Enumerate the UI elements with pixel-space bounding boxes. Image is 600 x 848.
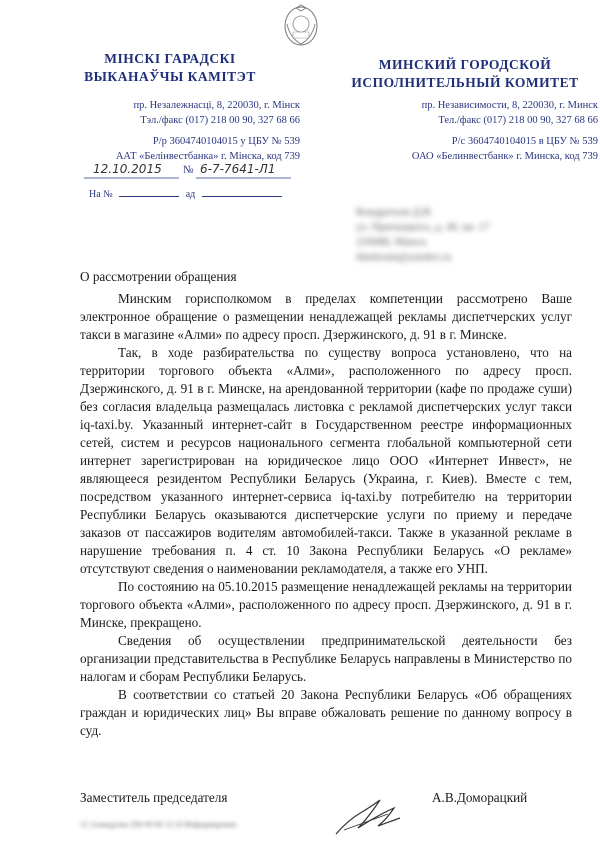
address-by: пр. Незалежнасці, 8, 220030, г. Мінск bbox=[133, 100, 300, 111]
org-name-by-line1: МІНСКІ ГАРАДСКІ bbox=[104, 51, 236, 66]
recipient-block bbox=[356, 205, 506, 265]
number-underline bbox=[196, 177, 291, 179]
letterhead-left bbox=[70, 50, 270, 86]
paragraph: По состоянию на 05.10.2015 размещение ненадлежащей рекламы на территории торгового объекта «Алми», расположенного по адресу просп. Дзержинского, д. 91 в г. Минске, прекращено. bbox=[80, 579, 572, 630]
recipient-line1: Кондратьев Д.В. bbox=[356, 206, 433, 218]
bank-ru: ОАО «Белинвестбанк» г. Минска, код 739 bbox=[411, 151, 598, 162]
registration-number: 6-7-7641-Л1 bbox=[200, 162, 276, 176]
paragraph: В соответствии со статьей 20 Закона Республики Беларусь «Об обращениях граждан и юридических лиц» Вы вправе обжаловать решение по данному вопросу в суд. bbox=[80, 687, 572, 738]
signature-name: А.В.Доморацкий bbox=[432, 790, 528, 805]
paragraph: Так, в ходе разбирательства по существу вопроса установлено, что на территории торгового объекта «Алми», расположенного по адресу просп. Дзержинского, д. 91 в г. Минске, на арендованной территории (кафе по продаже суши) без согласия владельца размещалась листовка с рекламой диспетчерских услуг такси iq-taxi.by. Указанный интернет-сайт в Государственном реестре информационных сетей, систем и ресурсов национального сегмента глобальной компьютерной сети интернет зарегистрирован на юридическое лицо ООО «Интернет Инвест», не являющееся резидентом Республики Беларусь (Украина, г. Киев). Вместе с тем, посредством указанного интернет-сервиса iq-taxi.by потребителю на территории Республики Беларусь оказываются диспетчерские услуги по приему и передаче заказов от пассажиров водителям автомобилей-такси. Также в указанной рекламе в нарушение требования п. 4 ст. 10 Закона Республики Беларусь «О рекламе» отсутствуют сведения о наименовании рекламодателя, а также его УНП. bbox=[80, 345, 572, 576]
signature-title: Заместитель председателя bbox=[80, 790, 228, 805]
recipient-line2: ул. Притыцкого, д. 40, кв. 17 bbox=[356, 221, 490, 233]
paragraph: Минским горисполкомом в пределах компетенции рассмотрено Ваше электронное обращение о размещении ненадлежащей рекламы диспетчерских услуг такси в магазине «Алми» по адресу просп. Дзержинского, д. 91 в г. Минске. bbox=[80, 291, 572, 342]
org-name-by-line2: ВЫКАНАЎЧЫ КАМІТЭТ bbox=[84, 69, 256, 84]
letterhead-left-details bbox=[40, 98, 300, 164]
na-label: На № bbox=[89, 189, 113, 200]
paragraph: Сведения об осуществлении предпринимательской деятельности без организации представительства в Республике Беларусь направлены в Министерство по налогам и сборам Республики Беларусь. bbox=[80, 633, 572, 684]
handwritten-signature bbox=[328, 790, 408, 840]
account-ru: Р/с 3604740104015 в ЦБУ № 539 bbox=[451, 136, 598, 147]
number-prefix: № bbox=[183, 164, 194, 176]
letter-subject: О рассмотрении обращения bbox=[80, 269, 237, 284]
ad-label: ад bbox=[185, 189, 196, 200]
address-ru: пр. Независимости, 8, 220030, г. Минск bbox=[421, 100, 598, 111]
bank-by: ААТ «Белінвестбанка» г. Мінска, код 739 bbox=[115, 151, 300, 162]
phone-ru: Тел./факс (017) 218 00 90, 327 68 66 bbox=[438, 115, 598, 126]
reference-line bbox=[89, 189, 282, 200]
recipient-line4: dmdream@yandex.ru bbox=[356, 251, 452, 263]
letterhead-right-details bbox=[340, 98, 598, 164]
org-name-ru-line1: МИНСКИЙ ГОРОДСКОЙ bbox=[378, 57, 552, 72]
coat-of-arms-emblem bbox=[282, 4, 320, 48]
footer-note: 12 Ахмадулин 200 00 00 12.10 Информирован bbox=[80, 820, 237, 829]
date-underline bbox=[84, 177, 179, 179]
phone-by: Тэл./факс (017) 218 00 90, 327 68 66 bbox=[140, 115, 300, 126]
recipient-line3: 220088, Минск bbox=[356, 236, 427, 248]
registration-date: 12.10.2015 bbox=[93, 162, 162, 176]
letter-body bbox=[80, 290, 572, 740]
org-name-ru-line2: ИСПОЛНИТЕЛЬНЫЙ КОМИТЕТ bbox=[351, 75, 579, 90]
letterhead-right bbox=[330, 56, 600, 92]
account-by: Р/р 3604740104015 у ЦБУ № 539 bbox=[152, 136, 300, 147]
